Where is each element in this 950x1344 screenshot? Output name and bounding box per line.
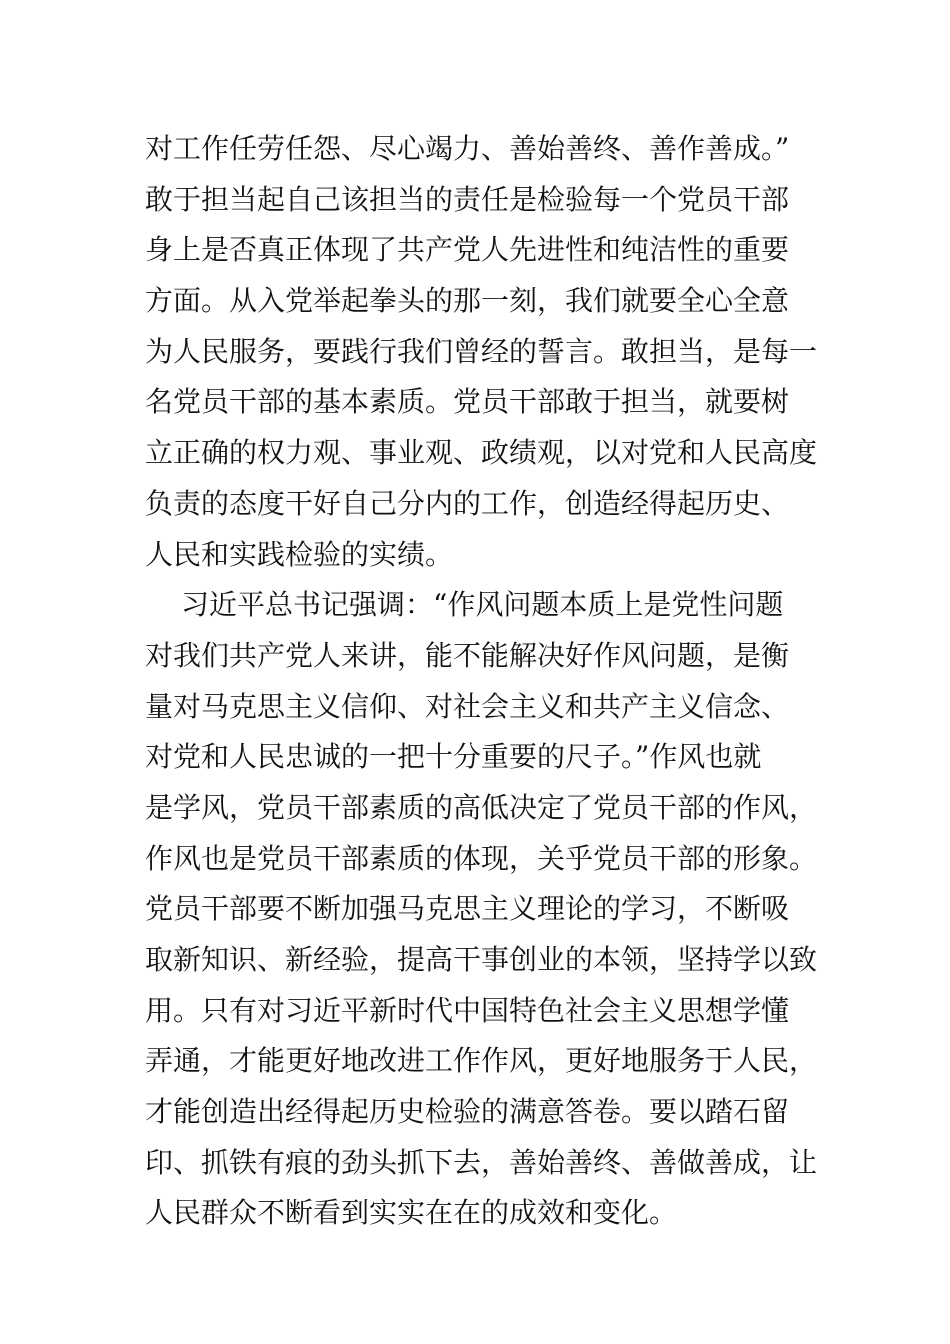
text-line: 弄通，才能更好地改进工作作风，更好地服务于人民， xyxy=(145,1044,818,1078)
text-line: 敢于担当起自己该担当的责任是检验每一个党员干部 xyxy=(145,182,790,216)
text-line: 是学风，党员干部素质的高低决定了党员干部的作风， xyxy=(145,790,818,824)
paragraph-start-line: 习近平总书记强调：“作风问题本质上是党性问题 xyxy=(181,588,784,622)
text-line: 对工作任劳任怨、尽心竭力、善始善终、善作善成。” xyxy=(145,132,790,165)
text-line: 党员干部要不断加强马克思主义理论的学习，不断吸 xyxy=(145,892,790,926)
text-line: 取新知识、新经验，提高干事创业的本领，坚持学以致 xyxy=(145,943,818,976)
text-line: 印、抓铁有痕的劲头抓下去，善始善终、善做善成，让 xyxy=(145,1145,818,1179)
text-line: 方面。从入党举起拳头的那一刻，我们就要全心全意 xyxy=(145,284,790,318)
text-line: 人民群众不断看到实实在在的成效和变化。 xyxy=(145,1196,678,1230)
text-line: 人民和实践检验的实绩。 xyxy=(145,537,454,571)
text-line: 才能创造出经得起历史检验的满意答卷。要以踏石留 xyxy=(145,1095,790,1129)
text-line: 负责的态度干好自己分内的工作，创造经得起历史、 xyxy=(145,486,790,520)
text-line: 对我们共产党人来讲，能不能解决好作风问题，是衡 xyxy=(145,638,790,672)
text-line: 名党员干部的基本素质。党员干部敢于担当，就要树 xyxy=(145,385,790,419)
text-line: 为人民服务，要践行我们曾经的誓言。敢担当，是每一 xyxy=(145,334,818,368)
text-line: 立正确的权力观、事业观、政绩观，以对党和人民高度 xyxy=(145,436,818,470)
text-line: 作风也是党员干部素质的体现，关乎党员干部的形象。 xyxy=(145,841,818,875)
text-line: 用。只有对习近平新时代中国特色社会主义思想学懂 xyxy=(145,993,790,1027)
document-body xyxy=(145,124,835,1239)
text-line: 量对马克思主义信仰、对社会主义和共产主义信念、 xyxy=(145,689,790,723)
text-line: 对党和人民忠诚的一把十分重要的尺子。”作风也就 xyxy=(145,740,762,774)
text-line: 身上是否真正体现了共产党人先进性和纯洁性的重要 xyxy=(145,233,790,267)
